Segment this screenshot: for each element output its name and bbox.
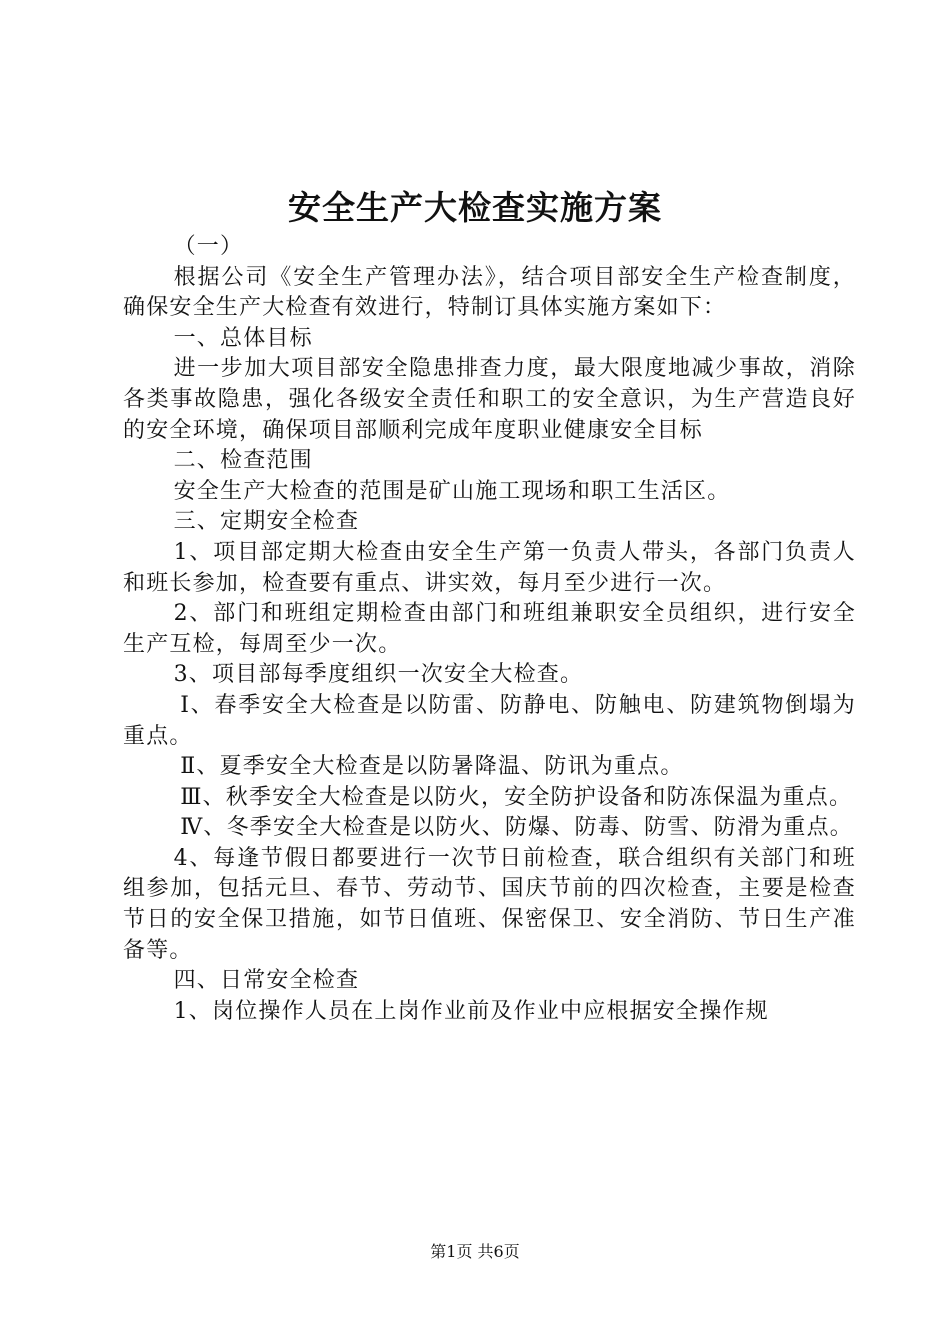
periodic-item-2: 2、部门和班组定期检查由部门和班组兼职安全员组织，进行安全生产互检，每周至少一次。 xyxy=(123,601,856,657)
heading-periodic-inspection: 三、定期安全检查 xyxy=(173,509,360,535)
daily-item-1: 1、岗位操作人员在上岗作业前及作业中应根据安全操作规 xyxy=(173,998,769,1024)
scope-paragraph: 安全生产大检查的范围是矿山施工现场和职工生活区。 xyxy=(173,478,731,504)
intro-paragraph: 根据公司《安全生产管理办法》，结合项目部安全生产检查制度，确保安全生产大检查有效进行，特制订具体实施方案如下： xyxy=(123,264,856,321)
document-body xyxy=(123,232,856,1027)
periodic-item-3: 3、项目部每季度组织一次安全大检查。 xyxy=(173,662,584,688)
section-number: （一） xyxy=(173,234,244,259)
heading-scope: 二、检查范围 xyxy=(173,448,313,474)
winter-inspection: Ⅳ、冬季安全大检查是以防火、防爆、防毒、防雪、防滑为重点。 xyxy=(180,815,853,841)
heading-overall-goal: 一、总体目标 xyxy=(173,325,313,351)
summer-inspection: Ⅱ、夏季安全大检查是以防暑降温、防讯为重点。 xyxy=(180,754,684,780)
periodic-item-4: 4、每逢节假日都要进行一次节日前检查，联合组织有关部门和班组参加，包括元旦、春节、劳动节、国庆节前的四次检查，主要是检查节日的安全保卫措施，如节日值班、保密保卫、安全消防、节日生产准备等。 xyxy=(123,845,856,963)
goal-paragraph: 进一步加大项目部安全隐患排查力度，最大限度地减少事故，消除各类事故隐患，强化各级安全责任和职工的安全意识，为生产营造良好的安全环境，确保项目部顺利完成年度职业健康安全目标 xyxy=(123,356,856,443)
document-title: 安全生产大检查实施方案 xyxy=(288,188,662,227)
spring-inspection: Ⅰ、春季安全大检查是以防雷、防静电、防触电、防建筑物倒塌为重点。 xyxy=(123,692,856,749)
heading-daily-inspection: 四、日常安全检查 xyxy=(173,968,360,994)
page-footer: 第1页 共6页 xyxy=(430,1242,520,1261)
periodic-item-1: 1、项目部定期大检查由安全生产第一负责人带头，各部门负责人和班长参加，检查要有重点、讲实效，每月至少进行一次。 xyxy=(123,539,856,596)
autumn-inspection: Ⅲ、秋季安全大检查是以防火，安全防护设备和防冻保温为重点。 xyxy=(180,784,853,810)
